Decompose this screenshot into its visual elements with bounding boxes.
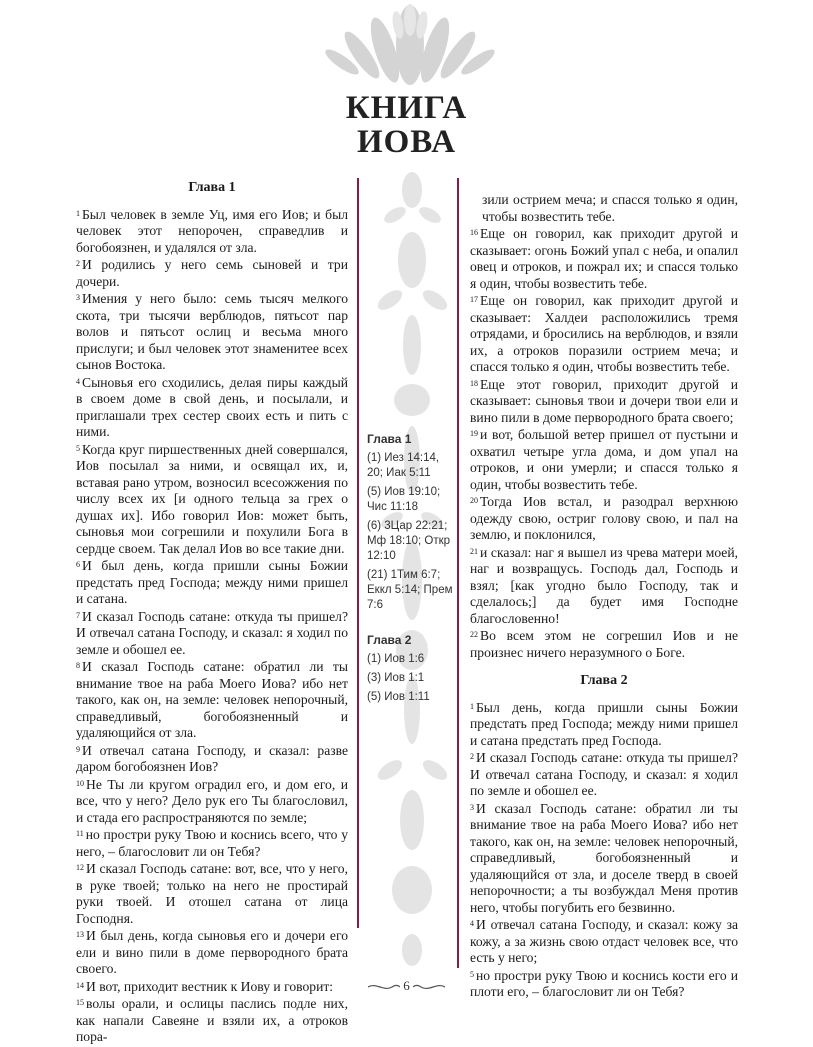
verse-text: И родились у него семь сыновей и три дочери. xyxy=(76,257,348,289)
verse-number: 22 xyxy=(470,630,478,639)
verse xyxy=(76,609,348,659)
verse xyxy=(76,861,348,927)
verse-text: Во всем этом не согрешил Иов и не произнес ничего неразумного о Боге. xyxy=(470,628,738,660)
verse xyxy=(76,827,348,860)
verse xyxy=(470,750,738,800)
left-column xyxy=(76,180,348,1047)
verse-number: 21 xyxy=(470,546,478,556)
verse xyxy=(76,558,348,608)
verse-number: 10 xyxy=(76,778,84,788)
verse-text: И сказал Господь сатане: обратил ли ты внимание твое на раба Моего Иова? ибо нет такого, как он, на земле: человек непорочный, справедливый, богобоязненный и удаляющийся от зла. xyxy=(76,659,348,740)
cross-reference: (3) Иов 1:1 xyxy=(367,672,425,684)
verse xyxy=(470,226,738,292)
verse-number: 1 xyxy=(470,701,474,711)
cross-reference: (21) 1Тим 6:7; Еккл 5:14; Прем 7:6 xyxy=(367,569,453,611)
verse-number: 2 xyxy=(76,259,80,268)
refs-heading-ch1: Глава 1 xyxy=(367,432,412,446)
verse-number: 9 xyxy=(76,744,80,754)
verse-number: 13 xyxy=(76,930,84,939)
verse-number: 15 xyxy=(76,998,84,1007)
verse-number: 17 xyxy=(470,295,478,304)
verse xyxy=(76,207,348,257)
verse xyxy=(470,293,738,376)
verse-text: И был день, когда пришли сыны Божии предстать пред Господа; между ними пришел и сатана. xyxy=(76,558,348,606)
verse-text: Еще он говорил, как приходит другой и сказывает: Халдеи расположились тремя отрядами, и бросились на верблюдов, и взяли их, а отроков поразили острием меча; и спасся только я один, чтобы возвестить тебе. xyxy=(470,293,738,374)
verse-number: 1 xyxy=(76,208,80,218)
verse-text: И был день, когда сыновья его и дочери его ели и вино пили в доме первородного брата своего. xyxy=(76,928,348,976)
verse-text: Не Ты ли кругом оградил его, и дом его, и все, что у него? Дело рук его Ты благословил, и стада его распространяются по земле; xyxy=(76,776,348,825)
verse-number: 12 xyxy=(76,863,84,872)
verse xyxy=(76,777,348,827)
verse-text: Тогда Иов встал, и разодрал верхнюю одежду свою, остриг голову свою, и пал на землю, и поклонился, xyxy=(470,494,738,542)
left-column-rule xyxy=(357,178,359,928)
verse xyxy=(76,659,348,742)
verse-text: И сказал Господь сатане: откуда ты пришел? И отвечал сатана Господу, и сказал: я ходил по земле и обошел ее. xyxy=(470,750,738,798)
flourish-left-icon xyxy=(368,982,400,992)
verse-continuation: зили острием меча; и спасся только я один, чтобы возвестить тебе. xyxy=(482,192,738,224)
verse xyxy=(470,545,738,628)
verse-number: 2 xyxy=(470,752,474,761)
verse-number: 4 xyxy=(470,919,474,928)
verse xyxy=(470,427,738,493)
verse-number: 5 xyxy=(470,969,474,979)
verse-number: 5 xyxy=(76,443,80,453)
verse-number: 11 xyxy=(76,829,84,838)
cross-reference: (5) Иов 19:10; Чис 11:18 xyxy=(367,486,441,513)
chapter-heading-1: Глава 1 xyxy=(188,180,236,195)
verse-number: 14 xyxy=(76,980,84,990)
verse-number: 8 xyxy=(76,661,80,670)
verse-number: 16 xyxy=(470,228,478,237)
verse-number: 7 xyxy=(76,610,80,620)
verse xyxy=(76,375,348,441)
verse-text: Имения у него было: семь тысяч мелкого скота, три тысячи верблюдов, пятьсот пар волов и пятьсот ослиц и весьма много прислуги; и был человек этот знаменитее всех сынов Востока. xyxy=(76,291,348,372)
verse-text: Когда круг пиршественных дней совершался, Иов посылал за ними, и освящал их, и, вставая рано утром, возносил всесожжения по числу всех их [и одного тельца за грех о душах их]. Ибо говорил Иов: может быть, сыновья мои согрешили и похулили Бога в сердце своем. Так делал Иов во все такие дни. xyxy=(76,441,348,556)
verse-text: И отвечал сатана Господу, и сказал: разве даром богобоязнен Иов? xyxy=(76,742,348,774)
right-column xyxy=(470,192,738,1002)
verse-text: Еще этот говорил, приходит другой и сказывает: сыновья твои и дочери твои ели и вино пили в доме первородного брата своего; xyxy=(470,376,738,425)
chapter-heading-2: Глава 2 xyxy=(580,673,628,688)
page-number-area xyxy=(0,978,813,994)
verse-text: но простри руку Твою и коснись кости его и плоти его, – благословит ли он Тебя? xyxy=(470,967,738,999)
verse-text: но простри руку Твою и коснись всего, что у него, – благословит ли он Тебя? xyxy=(76,827,348,859)
verse-number: 3 xyxy=(76,293,80,302)
verse xyxy=(76,442,348,558)
cross-reference: (5) Иов 1:11 xyxy=(367,691,430,703)
cross-reference: (1) Иов 1:6 xyxy=(367,653,425,665)
verse xyxy=(470,494,738,544)
book-title-line-1: КНИГА xyxy=(345,90,468,126)
verse-text: Сыновья его сходились, делая пиры каждый в своем доме в свой день, и посылали, и приглашали трех сестер своих есть и пить с ними. xyxy=(76,374,348,439)
verse-text: Был человек в земле Уц, имя его Иов; и был человек этот непорочен, справедлив и богобоязнен, и удалялся от зла. xyxy=(76,206,348,255)
book-title-line-2: ИОВА xyxy=(356,124,457,160)
verse-number: 3 xyxy=(470,802,474,812)
verse-text: и сказал: наг я вышел из чрева матери моей, наг и возвращусь. Господь дал, Господь и взял; [как угодно было Господу, так и сделалось;] да будет имя Господне благословенно! xyxy=(470,544,738,626)
verse-text: И отвечал сатана Господу, и сказал: кожу за кожу, а за жизнь свою отдаст человек все, что есть у него; xyxy=(470,917,738,965)
verse-text: И сказал Господь сатане: вот, все, что у него, в руке твоей; только на него не простирай руки твоей. И отошел сатана от лица Господня. xyxy=(76,861,348,926)
page-number: 6 xyxy=(403,978,410,993)
verse xyxy=(76,743,348,776)
verse xyxy=(76,928,348,978)
verse-number: 4 xyxy=(76,376,80,386)
verse xyxy=(76,291,348,374)
flourish-right-icon xyxy=(413,982,445,992)
cross-reference: (1) Иез 14:14, 20; Иак 5:11 xyxy=(367,452,440,479)
verse-number: 19 xyxy=(470,429,478,438)
verse-text: Еще он говорил, как приходит другой и сказывает: огонь Божий упал с неба, и опалил овец и отроков, и пожрал их; и спасся только я один, чтобы возвестить тебе. xyxy=(470,226,738,291)
verse-number: 18 xyxy=(470,378,478,388)
verse xyxy=(470,628,738,661)
verse-text: и вот, большой ветер пришел от пустыни и охватил четыре угла дома, и дом упал на отроков, и они умерли; и спасся только я один, чтобы возвестить тебе. xyxy=(470,427,738,492)
verse xyxy=(470,801,738,917)
verse xyxy=(470,700,738,750)
verse xyxy=(470,377,738,427)
verse-text: И сказал Господь сатане: обратил ли ты внимание твое на раба Моего Иова? ибо нет такого, как он, на земле: человек непорочный, справедливый, богобоязненный и удаляющийся от зла, и доселе тверд в своей непорочности; а ты возбуждал Меня против него, чтобы погубить его безвинно. xyxy=(470,800,738,915)
verse-text: Был день, когда пришли сыны Божии предстать пред Господа; между ними пришел и сатана предстать пред Господа. xyxy=(470,699,738,748)
verse-number: 20 xyxy=(470,496,478,505)
verse xyxy=(470,917,738,967)
ornament-top xyxy=(290,0,530,90)
right-column-rule xyxy=(457,178,459,968)
cross-references xyxy=(367,432,457,709)
refs-heading-ch2: Глава 2 xyxy=(367,633,412,647)
verse-text: волы орали, и ослицы паслись подле них, как напали Савеяне и взяли их, а отроков пора- xyxy=(76,996,348,1044)
verse-text: И сказал Господь сатане: откуда ты пришел? И отвечал сатана Господу, и сказал: я ходил по земле и обошел ее. xyxy=(76,608,348,657)
verse xyxy=(76,996,348,1046)
verse-number: 6 xyxy=(76,560,80,569)
cross-reference: (6) 3Цар 22:21; Мф 18:10; Откр 12:10 xyxy=(367,520,451,562)
verse xyxy=(76,257,348,290)
verse-text: И вот, приходит вестник к Иову и говорит: xyxy=(86,978,334,994)
